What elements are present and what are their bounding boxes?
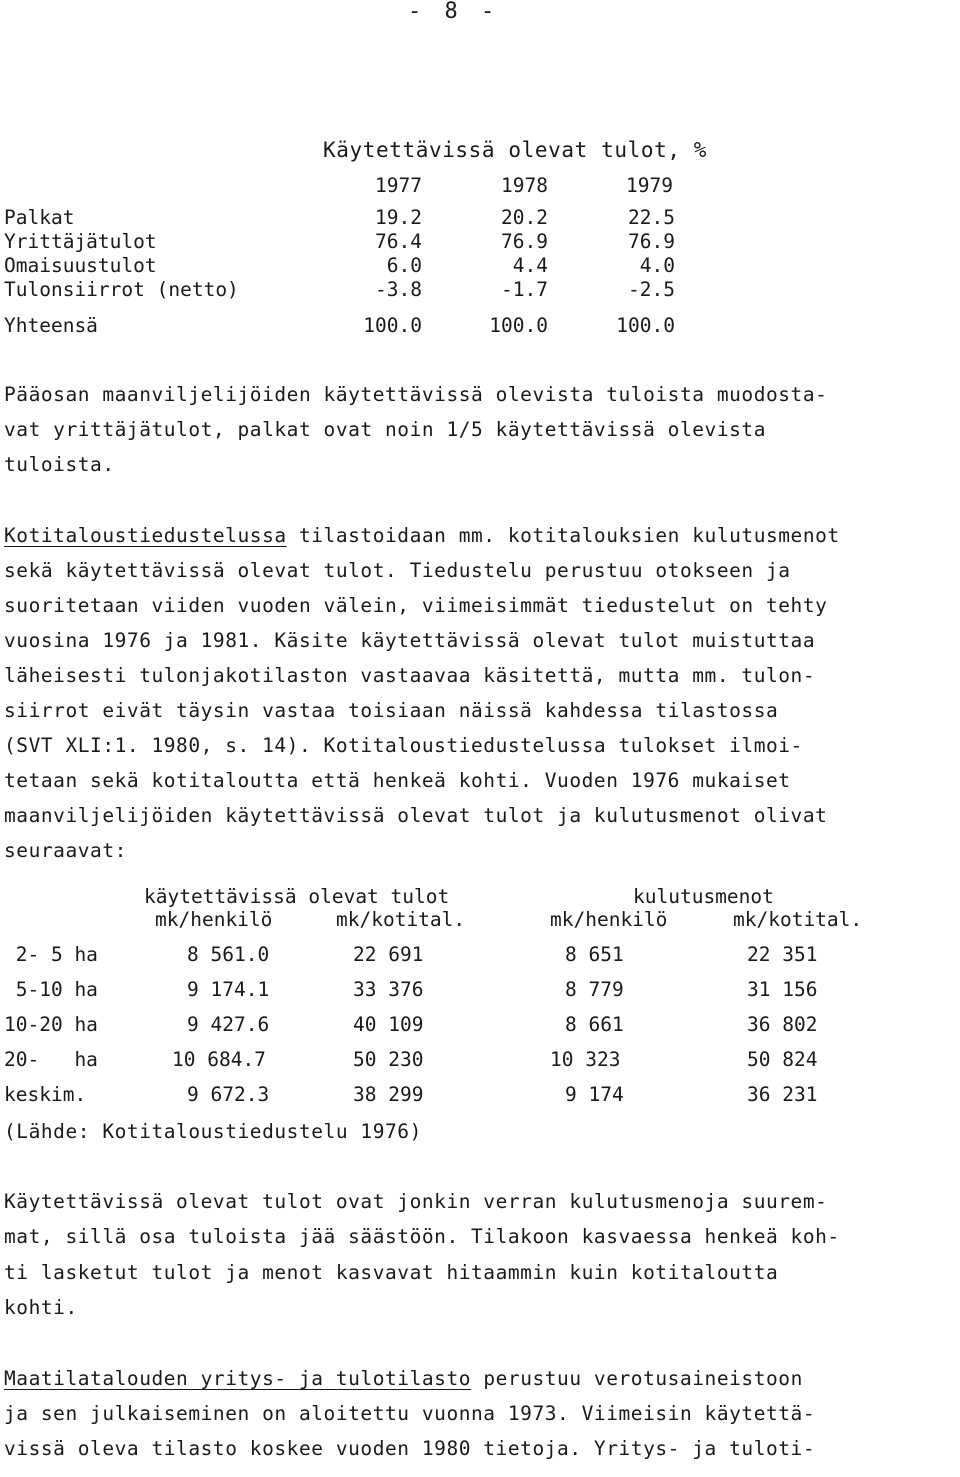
column-header: mk/kotital. — [733, 908, 863, 931]
cell: 38 299 — [353, 1083, 424, 1106]
text-line: tuloista. — [4, 453, 115, 476]
text-line: maanviljelijöiden käytettävissä olevat tulot ja kulutusmenot olivat — [4, 804, 828, 827]
section-heading: Kotitaloustiedustelussa — [4, 524, 287, 547]
cell: 36 802 — [747, 1013, 818, 1036]
cell: 76.9 — [628, 230, 675, 253]
cell: 100.0 — [489, 314, 548, 337]
column-group-header: käytettävissä olevat tulot — [144, 885, 450, 908]
cell: 50 824 — [747, 1048, 818, 1071]
cell: 9 672.3 — [187, 1083, 270, 1106]
text-line: vissä oleva tilasto koskee vuoden 1980 tietoja. Yritys- ja tuloti- — [4, 1437, 816, 1460]
cell: 8 779 — [565, 978, 624, 1001]
cell: 100.0 — [363, 314, 422, 337]
year-header: 1977 — [375, 174, 422, 197]
page-number: - 8 - — [408, 0, 500, 24]
text-line: vuosina 1976 ja 1981. Käsite käytettävissä olevat tulot muistuttaa — [4, 629, 816, 652]
text-line: seuraavat: — [4, 839, 127, 862]
cell: 19.2 — [375, 206, 422, 229]
cell: 20.2 — [501, 206, 548, 229]
text-line: tetaan sekä kotitaloutta että henkeä kohti. Vuoden 1976 mukaiset — [4, 769, 791, 792]
cell: 4.4 — [512, 254, 548, 277]
year-header: 1979 — [626, 174, 673, 197]
row-label: keskim. — [4, 1083, 87, 1106]
cell: -3.8 — [375, 278, 422, 301]
column-group-header: kulutusmenot — [633, 885, 774, 908]
cell: -2.5 — [628, 278, 675, 301]
row-label: Yrittäjätulot — [4, 230, 157, 253]
text-line: siirrot eivät täysin vastaa toisiaan näissä kahdessa tilastossa — [4, 699, 779, 722]
cell: 4.0 — [639, 254, 675, 277]
table-source: (Lähde: Kotitaloustiedustelu 1976) — [4, 1120, 422, 1143]
row-label: 2- 5 ha — [4, 943, 98, 966]
row-label: Palkat — [4, 206, 75, 229]
text-line: mat, sillä osa tuloista jää säästöön. Tilakoon kasvaessa henkeä koh- — [4, 1225, 840, 1248]
text-line: (SVT XLI:1. 1980, s. 14). Kotitaloustiedustelussa tulokset ilmoi- — [4, 734, 803, 757]
text-line: Pääosan maanviljelijöiden käytettävissä olevista tuloista muodosta- — [4, 383, 828, 406]
cell: -1.7 — [501, 278, 548, 301]
cell: 6.0 — [386, 254, 422, 277]
cell: 100.0 — [616, 314, 675, 337]
cell: 22 691 — [353, 943, 424, 966]
text-line — [4, 1367, 803, 1390]
cell: 40 109 — [353, 1013, 424, 1036]
row-label: Tulonsiirrot (netto) — [4, 278, 239, 301]
row-label: Yhteensä — [4, 314, 98, 337]
cell: 8 651 — [565, 943, 624, 966]
text-line: kohti. — [4, 1296, 78, 1319]
cell: 76.4 — [375, 230, 422, 253]
cell: 9 174.1 — [187, 978, 270, 1001]
cell: 31 156 — [747, 978, 818, 1001]
text-line: suoritetaan viiden vuoden välein, viimeisimmät tiedustelut on tehty — [4, 594, 828, 617]
text-span: tilastoidaan mm. kotitalouksien kulutusmenot — [286, 524, 840, 547]
text-line: läheisesti tulonjakotilaston vastaavaa käsitettä, mutta mm. tulon- — [4, 664, 816, 687]
table-title: Käytettävissä olevat tulot, % — [323, 138, 708, 162]
row-label: 5-10 ha — [4, 978, 98, 1001]
cell: 33 376 — [353, 978, 424, 1001]
cell: 50 230 — [353, 1048, 424, 1071]
text-line: vat yrittäjätulot, palkat ovat noin 1/5 käytettävissä olevista — [4, 418, 766, 441]
cell: 9 174 — [565, 1083, 624, 1106]
text-span: perustuu verotusaineistoon — [471, 1367, 803, 1390]
column-header: mk/kotital. — [336, 908, 466, 931]
cell: 10 323 — [550, 1048, 621, 1071]
cell: 22 351 — [747, 943, 818, 966]
text-line: ti lasketut tulot ja menot kasvavat hitaammin kuin kotitaloutta — [4, 1261, 779, 1284]
text-line: sekä käytettävissä olevat tulot. Tiedustelu perustuu otokseen ja — [4, 559, 791, 582]
column-header: mk/henkilö — [155, 908, 273, 931]
cell: 8 661 — [565, 1013, 624, 1036]
cell: 10 684.7 — [172, 1048, 266, 1071]
cell: 22.5 — [628, 206, 675, 229]
text-line: Käytettävissä olevat tulot ovat jonkin verran kulutusmenoja suurem- — [4, 1190, 828, 1213]
row-label: 20- ha — [4, 1048, 98, 1071]
year-header: 1978 — [501, 174, 548, 197]
cell: 9 427.6 — [187, 1013, 270, 1036]
text-line — [4, 524, 840, 547]
column-header: mk/henkilö — [550, 908, 668, 931]
section-heading: Maatilatalouden yritys- ja tulotilasto — [4, 1367, 472, 1390]
text-line: ja sen julkaiseminen on aloitettu vuonna 1973. Viimeisin käytettä- — [4, 1402, 816, 1425]
cell: 76.9 — [501, 230, 548, 253]
cell: 8 561.0 — [187, 943, 270, 966]
row-label: 10-20 ha — [4, 1013, 98, 1036]
row-label: Omaisuustulot — [4, 254, 157, 277]
cell: 36 231 — [747, 1083, 818, 1106]
